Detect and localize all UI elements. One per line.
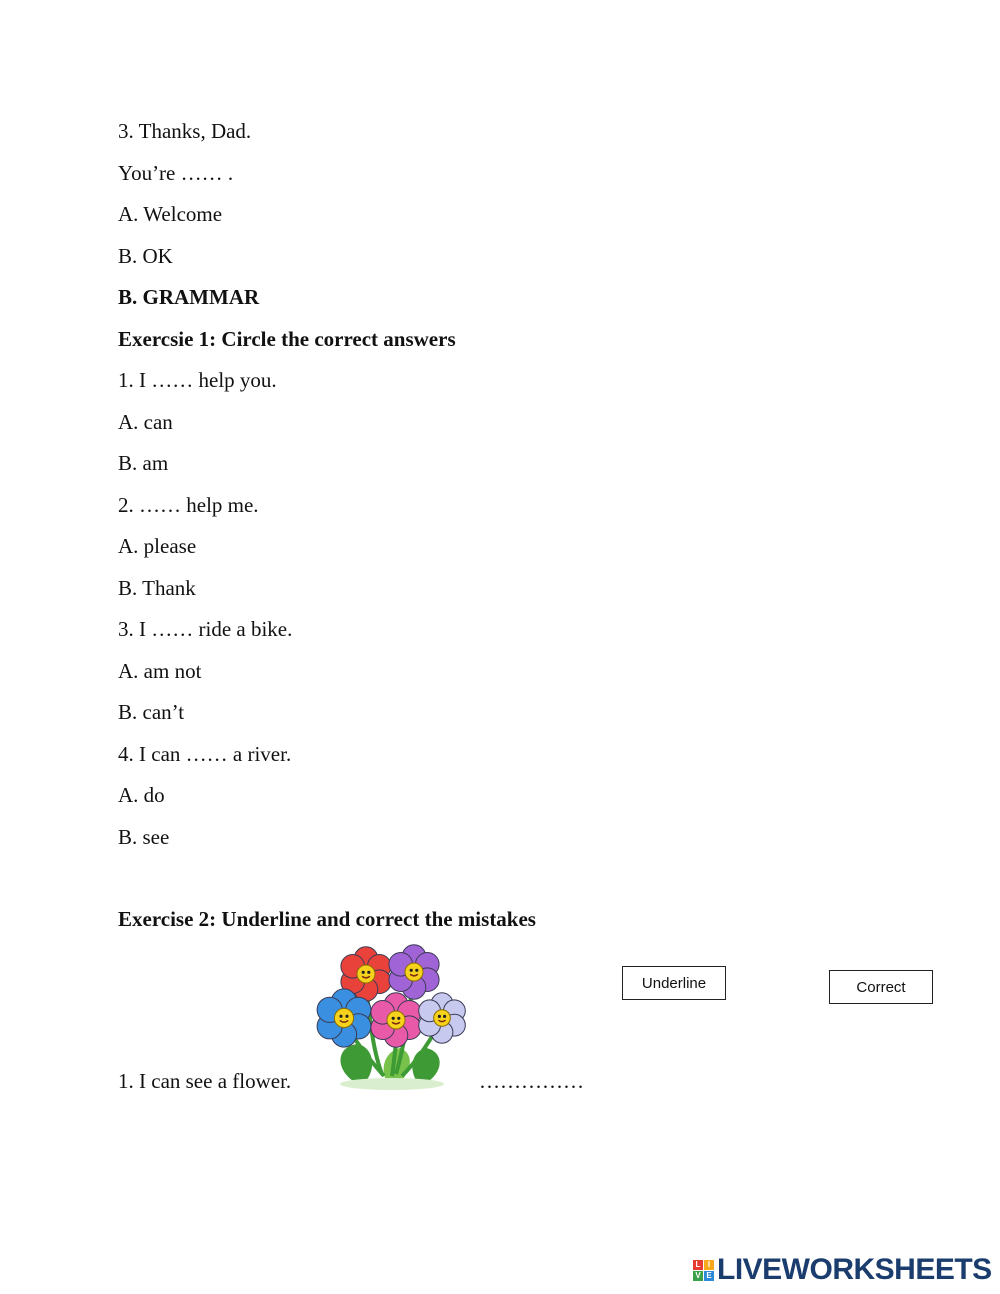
ex1-question-1: 1. I …… help you. — [118, 368, 277, 392]
flower-eye — [392, 1017, 395, 1020]
ex1-option[interactable]: B. can’t — [118, 700, 185, 724]
ex1-question-2: 2. …… help me. — [118, 493, 259, 517]
underline-input-box[interactable]: Underline — [622, 966, 726, 1000]
question-3-response: You’re …… . — [118, 161, 234, 185]
blue-flower — [317, 989, 371, 1047]
logo-mark-e: E — [704, 1271, 714, 1281]
flower-eye — [415, 969, 418, 972]
question-3-prompt: 3. Thanks, Dad. — [118, 119, 252, 143]
exercise-2-title: Exercise 2: Underline and correct the mistakes — [118, 907, 536, 931]
flower-face — [434, 1010, 451, 1027]
flower-face — [334, 1008, 353, 1027]
ex1-question-4: 4. I can …… a river. — [118, 742, 292, 766]
flower-face — [357, 965, 375, 983]
flower-eye — [362, 971, 365, 974]
ex1-option[interactable]: B. Thank — [118, 576, 196, 600]
correct-input-box[interactable]: Correct — [829, 970, 933, 1004]
flower-eye — [367, 971, 370, 974]
flower-eye — [443, 1015, 446, 1018]
ex1-question-3: 3. I …… ride a bike. — [118, 617, 293, 641]
exercise-1-title: Exercsie 1: Circle the correct answers — [118, 327, 456, 351]
flower-eye — [345, 1015, 348, 1018]
flower-bouquet-illustration — [312, 944, 474, 1090]
answer-blank[interactable]: …………… — [479, 1069, 584, 1093]
section-heading: B. GRAMMAR — [118, 285, 260, 309]
logo-mark-icon — [693, 1260, 714, 1281]
ex2-sentence-1: 1. I can see a flower. — [118, 1069, 292, 1093]
logo-mark-l: L — [693, 1260, 703, 1270]
ex1-option[interactable]: A. please — [118, 534, 197, 558]
lavender-flower — [419, 993, 466, 1043]
ex1-option[interactable]: B. see — [118, 825, 170, 849]
logo-text: LIVEWORKSHEETS — [717, 1253, 992, 1286]
ex1-option[interactable]: A. am not — [118, 659, 202, 683]
logo-mark-v: V — [693, 1271, 703, 1281]
option-b[interactable]: B. OK — [118, 244, 173, 268]
flower-face — [405, 963, 423, 981]
flower-eye — [410, 969, 413, 972]
flower-face — [387, 1011, 405, 1029]
ex1-option[interactable]: B. am — [118, 451, 169, 475]
ex1-option[interactable]: A. can — [118, 410, 173, 434]
flower-eye — [438, 1015, 441, 1018]
purple-flower — [389, 945, 439, 999]
liveworksheets-logo — [693, 1253, 992, 1287]
flower-eye — [397, 1017, 400, 1020]
ex1-option[interactable]: A. do — [118, 783, 165, 807]
option-a[interactable]: A. Welcome — [118, 202, 223, 226]
pink-flower — [371, 993, 421, 1047]
logo-mark-i: I — [704, 1260, 714, 1270]
flower-eye — [339, 1015, 342, 1018]
